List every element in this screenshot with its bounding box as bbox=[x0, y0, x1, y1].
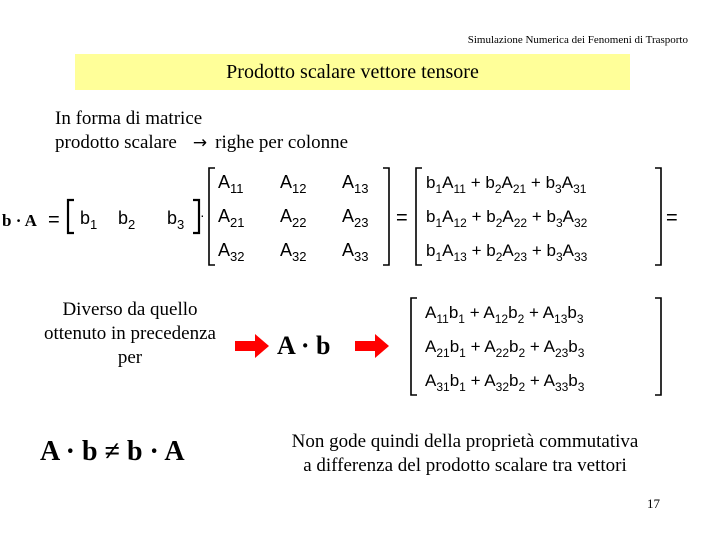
intro-line2-left: prodotto scalare bbox=[55, 132, 177, 153]
svg-text:A32: $A_{32}$ bbox=[218, 240, 245, 264]
eq1-dot: · bbox=[200, 207, 205, 223]
eq1-result bbox=[426, 173, 588, 264]
eq1-vector-left-bracket bbox=[68, 200, 74, 233]
eq1-vector-b1: $b_1$ bbox=[80, 208, 98, 232]
eq1-result-right-bracket bbox=[655, 168, 661, 265]
side-note: Diverso da quello ottenuto in precedenza per bbox=[44, 299, 216, 368]
svg-text:b1A12 + b2A22 + b3A32: $b_1A_{12} + b_2A_{22} + b_3A_{32}$ bbox=[426, 207, 588, 230]
svg-text:A11: $A_{11}$ bbox=[218, 172, 244, 196]
slide-title bbox=[75, 54, 630, 90]
svg-text:A33: $A_{33}$ bbox=[342, 240, 369, 264]
eq1-vector-b3: $b_3$ bbox=[167, 208, 185, 232]
red-arrow-icon bbox=[355, 334, 389, 358]
svg-text:A23: $A_{23}$ bbox=[342, 206, 369, 230]
eq1-matrix-left-bracket bbox=[209, 168, 215, 265]
svg-text:b1A13 + b2A23 + b3A33: $b_1A_{13} + b_2A_{23} + b_3A_{33}$ bbox=[426, 241, 588, 264]
eq1-equals2: = bbox=[396, 207, 408, 229]
equation-Ab bbox=[225, 290, 695, 405]
intro-line2 bbox=[55, 131, 348, 155]
svg-text:A11b1 + A12b2 + A13b3: $A_{11}b_1 + A_{12}b_2 + A_{13}b_3$ bbox=[425, 303, 584, 326]
svg-text:A13: $A_{13}$ bbox=[342, 172, 369, 196]
svg-text:A21b1 + A22b2 + A23b3: $A_{21}b_1 + A_{22}b_2 + A_{23}b_3$ bbox=[425, 337, 585, 360]
footnote bbox=[235, 430, 695, 478]
eq1-matrix-right-bracket bbox=[383, 168, 389, 265]
red-arrow-icon bbox=[235, 334, 269, 358]
equation-bA bbox=[0, 160, 720, 275]
eq2-result bbox=[425, 303, 585, 394]
eq1-matrix bbox=[218, 172, 368, 264]
slide-title-text: Prodotto scalare vettore tensore bbox=[226, 60, 479, 83]
right-arrow-icon: → bbox=[192, 133, 208, 153]
eq2-expr: A · b bbox=[277, 331, 331, 360]
page-number: 17 bbox=[647, 496, 660, 511]
footnote-line1: Non gode quindi della proprietà commutativa bbox=[291, 431, 639, 452]
eq1-lhs-b: b · A bbox=[2, 211, 37, 230]
intro-line1: In forma di matrice bbox=[55, 108, 203, 129]
intro-line2-right: righe per colonne bbox=[215, 132, 349, 153]
svg-text:A32: $A_{32}$ bbox=[280, 240, 307, 264]
svg-text:A21: $A_{21}$ bbox=[218, 206, 245, 230]
svg-text:A22: $A_{22}$ bbox=[280, 206, 307, 230]
svg-text:A31b1 + A32b2 + A33b3: $A_{31}b_1 + A_{32}b_2 + A_{33}b_3$ bbox=[425, 371, 585, 394]
intro-text bbox=[55, 107, 348, 155]
eq1-vector-b2: $b_2$ bbox=[118, 208, 136, 232]
course-header: Simulazione Numerica dei Fenomeni di Trasporto bbox=[467, 34, 688, 46]
eq1-result-left-bracket bbox=[416, 168, 422, 265]
footnote-line2: a differenza del prodotto scalare tra vettori bbox=[303, 455, 627, 476]
eq2-result-left-bracket bbox=[411, 298, 417, 395]
eq2-result-right-bracket bbox=[655, 298, 661, 395]
eq1-equals: = bbox=[48, 209, 60, 231]
eq1-vector-right-bracket bbox=[193, 200, 199, 233]
eq1-equals3: = bbox=[666, 207, 678, 229]
inequality: A · b ≠ b · A bbox=[40, 436, 185, 467]
svg-text:A12: $A_{12}$ bbox=[280, 172, 307, 196]
svg-text:b1A11 + b2A21 + b3A31: $b_1A_{11} + b_2A_{21} + b_3A_{31}$ bbox=[426, 173, 587, 196]
